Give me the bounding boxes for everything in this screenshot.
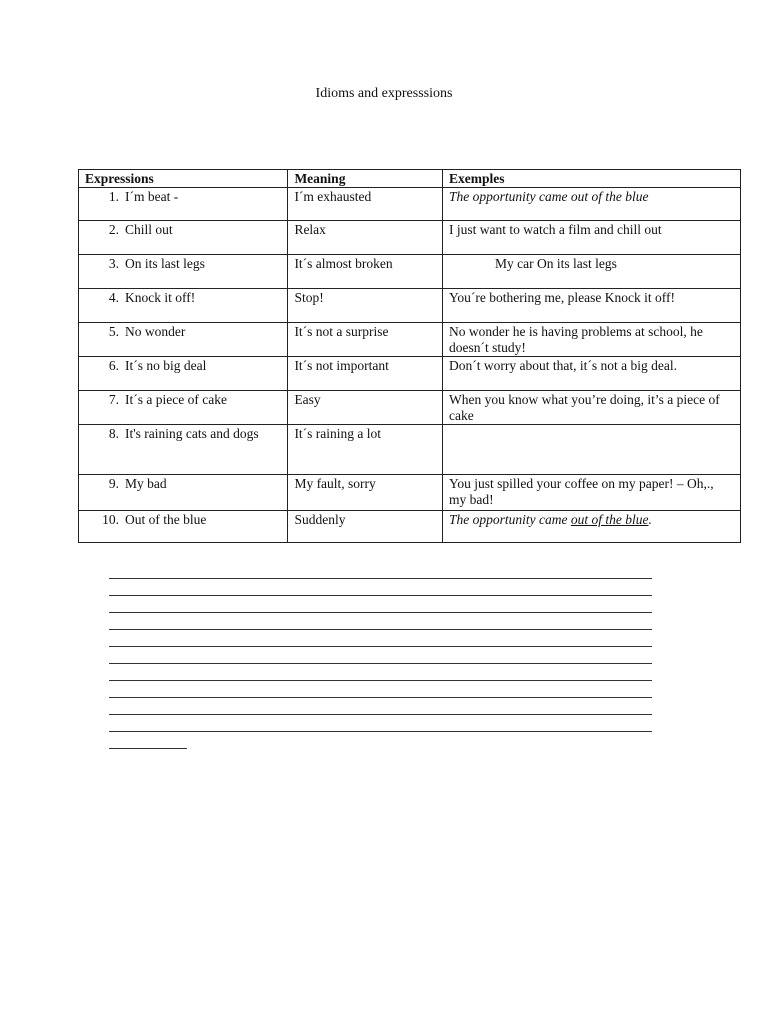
table-header-row: [79, 170, 741, 188]
table-row: [79, 323, 741, 357]
meaning-cell: It´s not important: [288, 357, 443, 391]
example-cell: No wonder he is having problems at school, he doesn´t study!: [443, 323, 741, 357]
meaning-cell: It´s not a surprise: [288, 323, 443, 357]
expression-text: I´m beat -: [125, 189, 179, 204]
example-prefix: The opportunity came: [449, 512, 571, 527]
row-number: 3.: [108, 256, 119, 271]
expression-cell: [79, 221, 288, 255]
row-number: 9.: [108, 476, 119, 491]
writing-line: [109, 663, 652, 664]
row-number: 5.: [108, 324, 119, 339]
expression-text: It's raining cats and dogs: [125, 426, 259, 441]
writing-line-short: [109, 748, 187, 749]
table-row: [79, 221, 741, 255]
expression-cell: [79, 188, 288, 221]
writing-line: [109, 646, 652, 647]
row-number: 10.: [102, 512, 119, 527]
writing-line: [109, 578, 652, 579]
example-cell: [443, 425, 741, 475]
header-expressions: Expressions: [79, 170, 288, 188]
expression-cell: [79, 323, 288, 357]
example-cell: When you know what you’re doing, it’s a piece of cake: [443, 391, 741, 425]
table-row: [79, 357, 741, 391]
example-cell: Don´t worry about that, it´s not a big deal.: [443, 357, 741, 391]
header-examples: Exemples: [443, 170, 741, 188]
expression-text: It´s a piece of cake: [125, 392, 227, 407]
expression-text: Out of the blue: [125, 512, 207, 527]
writing-line: [109, 731, 652, 732]
expression-text: Chill out: [125, 222, 173, 237]
table-row: [79, 425, 741, 475]
expression-text: On its last legs: [125, 256, 205, 271]
example-cell: You´re bothering me, please Knock it off!: [443, 289, 741, 323]
meaning-cell: Easy: [288, 391, 443, 425]
row-number: 6.: [108, 358, 119, 373]
table-row: [79, 255, 741, 289]
expression-cell: [79, 391, 288, 425]
table-row: [79, 475, 741, 511]
idioms-table: [78, 169, 741, 543]
example-text: My car On its last legs: [495, 256, 617, 271]
meaning-cell: I´m exhausted: [288, 188, 443, 221]
writing-lines: [109, 578, 652, 765]
table-row: [79, 511, 741, 543]
row-number: 7.: [108, 392, 119, 407]
expression-cell: [79, 425, 288, 475]
table-row: [79, 188, 741, 221]
example-cell: I just want to watch a film and chill out: [443, 221, 741, 255]
row-number: 2.: [108, 222, 119, 237]
meaning-cell: It´s almost broken: [288, 255, 443, 289]
expression-text: Knock it off!: [125, 290, 196, 305]
expression-cell: [79, 511, 288, 543]
meaning-cell: It´s raining a lot: [288, 425, 443, 475]
example-suffix: .: [648, 512, 652, 527]
writing-line: [109, 595, 652, 596]
expression-cell: [79, 475, 288, 511]
expression-text: It´s no big deal: [125, 358, 207, 373]
page-title: Idioms and expresssions: [315, 86, 453, 101]
writing-line: [109, 697, 652, 698]
expression-cell: [79, 357, 288, 391]
meaning-cell: My fault, sorry: [288, 475, 443, 511]
writing-line: [109, 714, 652, 715]
row-number: 4.: [108, 290, 119, 305]
example-cell: [443, 511, 741, 543]
example-cell: You just spilled your coffee on my paper! – Oh,., my bad!: [443, 475, 741, 511]
expression-text: My bad: [125, 476, 167, 491]
meaning-cell: Relax: [288, 221, 443, 255]
meaning-cell: Suddenly: [288, 511, 443, 543]
expression-text: No wonder: [125, 324, 186, 339]
example-cell: The opportunity came out of the blue: [443, 188, 741, 221]
writing-line: [109, 629, 652, 630]
example-cell: [443, 255, 741, 289]
writing-line: [109, 680, 652, 681]
header-meaning: Meaning: [288, 170, 443, 188]
row-number: 1.: [108, 189, 119, 204]
writing-line: [109, 612, 652, 613]
table-row: [79, 391, 741, 425]
expression-cell: [79, 255, 288, 289]
meaning-cell: Stop!: [288, 289, 443, 323]
row-number: 8.: [108, 426, 119, 441]
expression-cell: [79, 289, 288, 323]
example-underlined: out of the blue: [570, 512, 649, 527]
table-row: [79, 289, 741, 323]
